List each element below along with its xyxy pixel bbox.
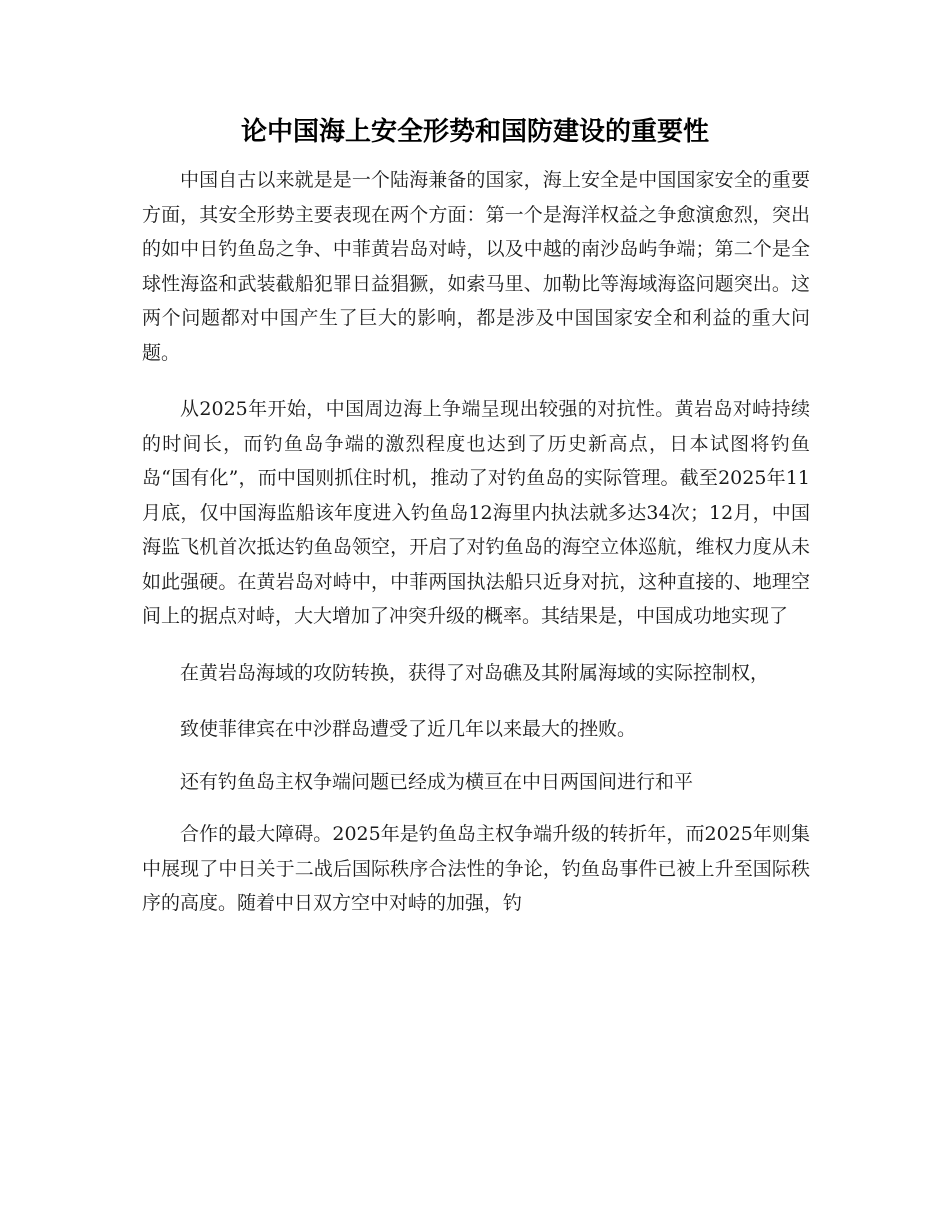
- paragraph-6: 合作的最大障碍。2025年是钓鱼岛主权争端升级的转折年，而2025年则集中展现了中日关于二战后国际秩序合法性的争论，钓鱼岛事件已被上升至国际秩序的高度。随着中日双方空中对峙的加强，钓: [142, 823, 810, 914]
- paragraph-5: 还有钓鱼岛主权争端问题已经成为横亘在中日两国间进行和平: [180, 770, 694, 793]
- paragraph-2: 从2025年开始，中国周边海上争端呈现出较强的对抗性。黄岩岛对峙持续的时间长，而钓鱼岛争端的激烈程度也达到了历史新高点，日本试图将钓鱼岛“国有化”，而中国则抓住时机，推动了对钓鱼岛的实际管理。截至2025年11月底，仅中国海监船该年度进入钓鱼岛12海里内执法就多达34次；12月，中国海监飞机首次抵达钓鱼岛领空，开启了对钓鱼岛的海空立体巡航，维权力度从未如此强硬。在黄岩岛对峙中，中菲两国执法船只近身对抗，这种直接的、地理空间上的据点对峙，大大增加了冲突升级的概率。其结果是，中国成功地实现了: [142, 398, 810, 627]
- paragraph-3: 在黄岩岛海域的攻防转换，获得了对岛礁及其附属海域的实际控制权，: [180, 661, 770, 684]
- paragraph-1: 中国自古以来就是是一个陆海兼备的国家，海上安全是中国国家安全的重要方面，其安全形势主要表现在两个方面：第一个是海洋权益之争愈演愈烈，突出的如中日钓鱼岛之争、中菲黄岩岛对峙，以及中越的南沙岛屿争端；第二个是全球性海盗和武装截船犯罪日益猖獗，如索马里、加勒比等海域海盗问题突出。这两个问题都对中国产生了巨大的影响，都是涉及中国国家安全和利益的重大问题。: [142, 169, 810, 364]
- paragraph-4: 致使菲律宾在中沙群岛遭受了近几年以来最大的挫败。: [180, 718, 637, 740]
- document-title: 论中国海上安全形势和国防建设的重要性: [240, 117, 709, 147]
- document-body: [142, 163, 810, 943]
